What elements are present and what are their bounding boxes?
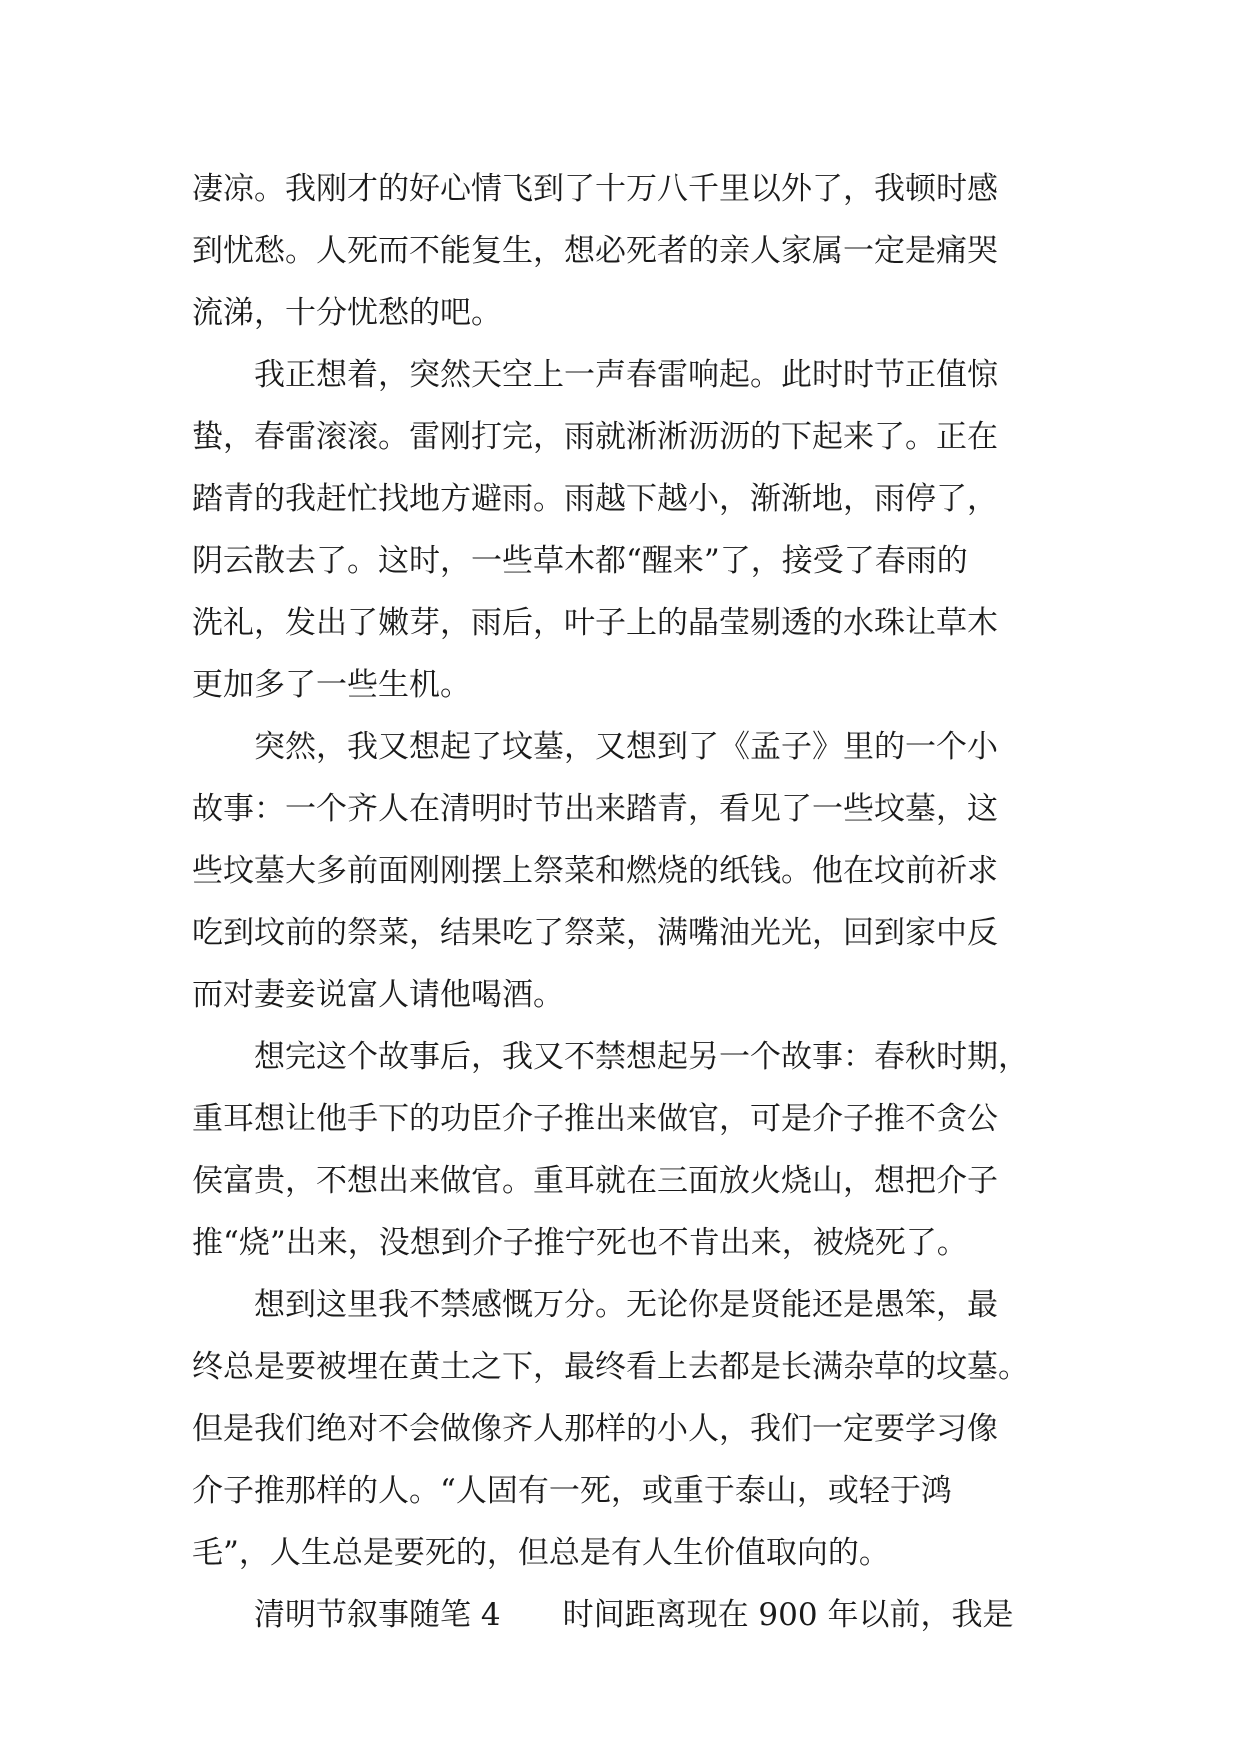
text-line: 推“烧”出来，没想到介子推宁死也不肯出来，被烧死了。 <box>192 1225 968 1261</box>
text-line: 想到这里我不禁感慨万分。无论你是贤能还是愚笨，最 <box>192 1287 998 1323</box>
text-line: 而对妻妾说富人请他喝酒。 <box>192 977 564 1013</box>
text-line: 故事：一个齐人在清明时节出来踏青，看见了一些坟墓，这 <box>192 791 998 827</box>
text-line: 但是我们绝对不会做像齐人那样的小人，我们一定要学习像 <box>192 1411 998 1447</box>
text-line: 想完这个故事后，我又不禁想起另一个故事：春秋时期， <box>192 1039 1029 1075</box>
text-line: 突然，我又想起了坟墓，又想到了《孟子》里的一个小 <box>192 729 998 765</box>
text-line: 毛”，人生总是要死的，但总是有人生价值取向的。 <box>192 1535 890 1571</box>
paragraph-3 <box>192 716 1052 1026</box>
paragraph-6 <box>192 1584 1052 1646</box>
paragraph-1 <box>192 158 1052 344</box>
text-line: 清明节叙事随笔 4 时间距离现在 900 年以前，我是 <box>192 1597 1014 1633</box>
text-line: 凄凉。我刚才的好心情飞到了十万八千里以外了，我顿时感 <box>192 171 998 207</box>
text-line: 洗礼，发出了嫩芽，雨后，叶子上的晶莹剔透的水珠让草木 <box>192 605 998 641</box>
text-line: 踏青的我赶忙找地方避雨。雨越下越小，渐渐地，雨停了， <box>192 481 998 517</box>
text-line: 介子推那样的人。“人固有一死，或重于泰山，或轻于鸿 <box>192 1473 952 1509</box>
text-line: 蛰，春雷滚滚。雷刚打完，雨就淅淅沥沥的下起来了。正在 <box>192 419 998 455</box>
text-line: 流涕，十分忧愁的吧。 <box>192 295 502 331</box>
text-line: 终总是要被埋在黄土之下，最终看上去都是长满杂草的坟墓。 <box>192 1349 1029 1385</box>
text-line: 我正想着，突然天空上一声春雷响起。此时时节正值惊 <box>192 357 998 393</box>
paragraph-2 <box>192 344 1052 716</box>
paragraph-4 <box>192 1026 1052 1274</box>
text-line: 重耳想让他手下的功臣介子推出来做官，可是介子推不贪公 <box>192 1101 998 1137</box>
text-line: 更加多了一些生机。 <box>192 667 471 703</box>
text-line: 阴云散去了。这时，一些草木都“醒来”了，接受了春雨的 <box>192 543 968 579</box>
text-line: 吃到坟前的祭菜，结果吃了祭菜，满嘴油光光，回到家中反 <box>192 915 998 951</box>
text-line: 到忧愁。人死而不能复生，想必死者的亲人家属一定是痛哭 <box>192 233 998 269</box>
text-line: 侯富贵，不想出来做官。重耳就在三面放火烧山，想把介子 <box>192 1163 998 1199</box>
paragraph-5 <box>192 1274 1052 1584</box>
document-body <box>192 158 1052 1646</box>
text-line: 些坟墓大多前面刚刚摆上祭菜和燃烧的纸钱。他在坟前祈求 <box>192 853 998 889</box>
